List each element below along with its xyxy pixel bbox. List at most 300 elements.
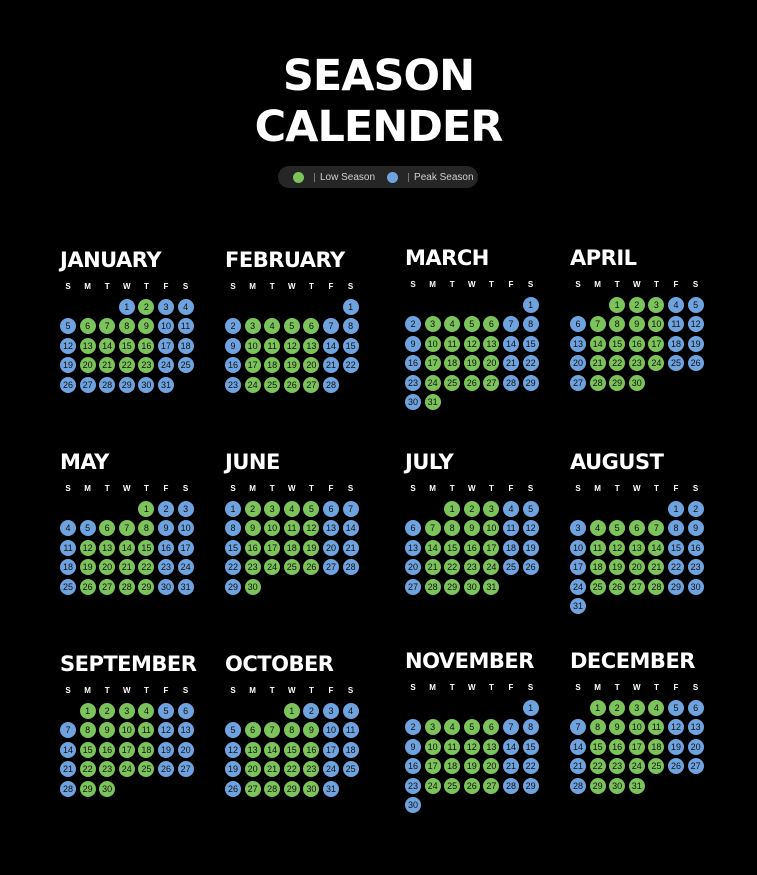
day-grid <box>60 299 200 419</box>
day-peak-season: 9 <box>158 520 174 536</box>
day-peak-season: 8 <box>523 316 539 332</box>
day-low-season: 27 <box>483 778 499 794</box>
weekday-label: F <box>673 484 679 493</box>
day-peak-season: 26 <box>158 761 174 777</box>
weekday-label: T <box>614 683 620 692</box>
day-peak-season: 20 <box>405 559 421 575</box>
day-low-season: 1 <box>80 703 96 719</box>
day-low-season: 29 <box>80 781 96 797</box>
weekday-label: M <box>594 683 601 692</box>
day-peak-season: 20 <box>688 739 704 755</box>
day-low-season: 11 <box>284 520 300 536</box>
weekday-label: T <box>653 484 659 493</box>
day-low-season: 27 <box>99 579 115 595</box>
day-peak-season: 30 <box>688 579 704 595</box>
weekday-header <box>225 484 365 494</box>
day-peak-season: 19 <box>225 761 241 777</box>
day-low-season: 21 <box>590 355 606 371</box>
weekday-label: S <box>65 484 71 493</box>
weekday-label: F <box>328 484 334 493</box>
day-peak-season: 31 <box>570 598 586 614</box>
day-peak-season: 1 <box>119 299 135 315</box>
weekday-label: M <box>249 282 256 291</box>
day-low-season: 25 <box>444 778 460 794</box>
day-peak-season: 27 <box>688 758 704 774</box>
day-peak-season: 3 <box>570 520 586 536</box>
day-low-season: 2 <box>99 703 115 719</box>
day-peak-season: 2 <box>303 703 319 719</box>
day-grid <box>570 501 710 621</box>
page-title-line1: SEASON <box>282 51 475 101</box>
day-peak-season: 16 <box>405 355 421 371</box>
day-low-season: 3 <box>119 703 135 719</box>
day-peak-season: 22 <box>343 357 359 373</box>
day-peak-season: 13 <box>323 520 339 536</box>
day-low-season: 4 <box>138 703 154 719</box>
day-peak-season: 7 <box>323 318 339 334</box>
day-low-season: 20 <box>483 758 499 774</box>
day-low-season: 19 <box>609 559 625 575</box>
day-low-season: 14 <box>648 540 664 556</box>
day-low-season: 30 <box>629 375 645 391</box>
day-low-season: 1 <box>444 501 460 517</box>
day-peak-season: 1 <box>668 501 684 517</box>
day-low-season: 12 <box>80 540 96 556</box>
day-peak-season: 14 <box>323 338 339 354</box>
weekday-label: F <box>328 686 334 695</box>
month-name: JANUARY <box>60 248 162 272</box>
weekday-header <box>60 686 200 696</box>
day-peak-season: 2 <box>405 316 421 332</box>
weekday-label: S <box>347 282 354 291</box>
month-october <box>225 652 375 794</box>
day-low-season: 6 <box>629 520 645 536</box>
day-low-season: 11 <box>444 336 460 352</box>
month-december <box>570 649 720 791</box>
day-peak-season: 7 <box>503 316 519 332</box>
day-low-season: 23 <box>138 357 154 373</box>
day-grid <box>225 299 365 419</box>
day-low-season: 10 <box>264 520 280 536</box>
day-low-season: 23 <box>464 559 480 575</box>
weekday-label: M <box>594 280 601 289</box>
day-low-season: 15 <box>138 540 154 556</box>
day-low-season: 22 <box>138 559 154 575</box>
day-peak-season: 12 <box>225 742 241 758</box>
day-low-season: 7 <box>425 520 441 536</box>
day-low-season: 5 <box>464 316 480 332</box>
day-low-season: 3 <box>264 501 280 517</box>
day-low-season: 2 <box>629 297 645 313</box>
day-low-season: 20 <box>99 559 115 575</box>
day-peak-season: 29 <box>523 778 539 794</box>
day-low-season: 6 <box>245 722 261 738</box>
day-low-season: 8 <box>609 316 625 332</box>
day-peak-season: 2 <box>158 501 174 517</box>
day-low-season: 13 <box>483 739 499 755</box>
day-low-season: 11 <box>590 540 606 556</box>
day-grid <box>60 501 200 621</box>
day-peak-season: 6 <box>688 700 704 716</box>
weekday-label: F <box>673 280 679 289</box>
day-low-season: 20 <box>303 357 319 373</box>
weekday-label: M <box>594 484 601 493</box>
month-august <box>570 450 720 611</box>
month-july <box>405 450 555 592</box>
day-peak-season: 24 <box>323 761 339 777</box>
day-peak-season: 15 <box>523 336 539 352</box>
day-peak-season: 16 <box>158 540 174 556</box>
weekday-label: T <box>308 282 314 291</box>
day-low-season: 28 <box>590 375 606 391</box>
day-low-season: 17 <box>425 355 441 371</box>
day-low-season: 22 <box>80 761 96 777</box>
day-peak-season: 17 <box>158 338 174 354</box>
day-peak-season: 2 <box>225 318 241 334</box>
day-low-season: 6 <box>483 719 499 735</box>
weekday-label: T <box>488 280 494 289</box>
weekday-label: S <box>230 484 236 493</box>
day-peak-season: 25 <box>668 355 684 371</box>
day-peak-season: 28 <box>60 781 76 797</box>
weekday-header <box>570 484 710 494</box>
day-peak-season: 8 <box>668 520 684 536</box>
day-peak-season: 20 <box>323 540 339 556</box>
day-low-season: 21 <box>648 559 664 575</box>
day-low-season: 2 <box>138 299 154 315</box>
day-grid <box>405 501 545 621</box>
day-peak-season: 7 <box>570 719 586 735</box>
day-peak-season: 5 <box>158 703 174 719</box>
day-peak-season: 3 <box>158 299 174 315</box>
day-low-season: 11 <box>444 739 460 755</box>
weekday-label: S <box>692 683 699 692</box>
weekday-label: F <box>508 484 514 493</box>
day-low-season: 15 <box>590 739 606 755</box>
weekday-label: S <box>575 280 581 289</box>
day-peak-season: 13 <box>570 336 586 352</box>
day-low-season: 17 <box>483 540 499 556</box>
legend-low-label: Low Season <box>320 171 376 183</box>
day-peak-season: 26 <box>60 377 76 393</box>
day-low-season: 4 <box>648 700 664 716</box>
weekday-label: S <box>347 484 354 493</box>
day-low-season: 5 <box>464 719 480 735</box>
day-peak-season: 31 <box>158 377 174 393</box>
day-low-season: 6 <box>303 318 319 334</box>
weekday-label: S <box>575 484 581 493</box>
weekday-label: W <box>123 686 131 695</box>
day-peak-season: 2 <box>405 719 421 735</box>
weekday-header <box>225 686 365 696</box>
weekday-label: T <box>143 282 149 291</box>
day-low-season: 11 <box>648 719 664 735</box>
day-low-season: 11 <box>138 722 154 738</box>
day-low-season: 25 <box>264 377 280 393</box>
day-grid <box>225 501 365 621</box>
day-low-season: 23 <box>609 758 625 774</box>
day-low-season: 14 <box>590 336 606 352</box>
day-low-season: 22 <box>119 357 135 373</box>
day-peak-season: 5 <box>225 722 241 738</box>
day-low-season: 20 <box>80 357 96 373</box>
day-peak-season: 18 <box>178 338 194 354</box>
day-peak-season: 18 <box>668 336 684 352</box>
day-low-season: 12 <box>303 520 319 536</box>
weekday-label: S <box>182 686 189 695</box>
day-peak-season: 1 <box>523 297 539 313</box>
weekday-label: S <box>410 484 416 493</box>
day-peak-season: 18 <box>503 540 519 556</box>
day-peak-season: 8 <box>225 520 241 536</box>
weekday-label: F <box>328 282 334 291</box>
day-peak-season: 18 <box>343 742 359 758</box>
day-peak-season: 29 <box>119 377 135 393</box>
day-low-season: 17 <box>119 742 135 758</box>
day-peak-season: 22 <box>668 559 684 575</box>
weekday-label: S <box>182 282 189 291</box>
day-peak-season: 25 <box>178 357 194 373</box>
day-low-season: 30 <box>609 778 625 794</box>
month-january <box>60 248 210 390</box>
day-low-season: 2 <box>609 700 625 716</box>
legend-peak-label: Peak Season <box>414 171 474 183</box>
day-low-season: 23 <box>245 559 261 575</box>
day-peak-season: 12 <box>60 338 76 354</box>
day-peak-season: 20 <box>178 742 194 758</box>
day-low-season: 10 <box>425 739 441 755</box>
day-low-season: 9 <box>629 316 645 332</box>
day-low-season: 10 <box>483 520 499 536</box>
day-low-season: 6 <box>80 318 96 334</box>
day-low-season: 9 <box>245 520 261 536</box>
day-low-season: 7 <box>99 318 115 334</box>
day-low-season: 31 <box>425 394 441 410</box>
day-peak-season: 14 <box>503 739 519 755</box>
day-peak-season: 22 <box>523 355 539 371</box>
weekday-label: F <box>163 282 169 291</box>
day-low-season: 26 <box>303 559 319 575</box>
day-peak-season: 22 <box>523 758 539 774</box>
day-peak-season: 17 <box>570 559 586 575</box>
weekday-label: W <box>123 484 131 493</box>
day-low-season: 8 <box>119 318 135 334</box>
weekday-label: W <box>633 280 641 289</box>
weekday-label: F <box>508 280 514 289</box>
day-low-season: 30 <box>303 781 319 797</box>
day-low-season: 7 <box>264 722 280 738</box>
day-peak-season: 12 <box>668 719 684 735</box>
weekday-header <box>405 280 545 290</box>
day-low-season: 18 <box>590 559 606 575</box>
day-peak-season: 21 <box>60 761 76 777</box>
day-peak-season: 26 <box>688 355 704 371</box>
weekday-label: S <box>692 484 699 493</box>
day-peak-season: 4 <box>60 520 76 536</box>
day-peak-season: 26 <box>225 781 241 797</box>
month-name: NOVEMBER <box>405 649 534 673</box>
day-peak-season: 30 <box>405 797 421 813</box>
day-peak-season: 8 <box>343 318 359 334</box>
day-peak-season: 21 <box>323 357 339 373</box>
peak-season-dot-icon <box>387 172 398 183</box>
day-peak-season: 26 <box>668 758 684 774</box>
day-peak-season: 6 <box>570 316 586 332</box>
day-low-season: 10 <box>119 722 135 738</box>
day-low-season: 9 <box>99 722 115 738</box>
day-peak-season: 23 <box>405 375 421 391</box>
weekday-label: M <box>429 484 436 493</box>
day-low-season: 29 <box>609 375 625 391</box>
day-low-season: 4 <box>590 520 606 536</box>
day-low-season: 18 <box>264 357 280 373</box>
day-peak-season: 10 <box>178 520 194 536</box>
weekday-label: F <box>673 683 679 692</box>
day-low-season: 25 <box>444 375 460 391</box>
day-low-season: 7 <box>590 316 606 332</box>
day-low-season: 9 <box>464 520 480 536</box>
weekday-label: W <box>288 686 296 695</box>
day-grid <box>60 703 200 823</box>
day-low-season: 24 <box>245 377 261 393</box>
day-low-season: 15 <box>284 742 300 758</box>
weekday-label: S <box>182 484 189 493</box>
day-low-season: 28 <box>425 579 441 595</box>
day-low-season: 27 <box>303 377 319 393</box>
weekday-label: T <box>269 484 275 493</box>
weekday-label: T <box>449 280 455 289</box>
day-peak-season: 23 <box>688 559 704 575</box>
day-low-season: 20 <box>245 761 261 777</box>
day-low-season: 9 <box>138 318 154 334</box>
day-peak-season: 5 <box>523 501 539 517</box>
day-low-season: 25 <box>590 579 606 595</box>
day-peak-season: 31 <box>323 781 339 797</box>
day-peak-season: 14 <box>60 742 76 758</box>
day-peak-season: 4 <box>668 297 684 313</box>
day-low-season: 19 <box>80 559 96 575</box>
weekday-label: F <box>163 686 169 695</box>
legend-divider <box>408 173 409 182</box>
day-low-season: 26 <box>284 377 300 393</box>
day-low-season: 13 <box>483 336 499 352</box>
weekday-label: W <box>288 282 296 291</box>
day-low-season: 10 <box>245 338 261 354</box>
legend-divider <box>314 173 315 182</box>
weekday-label: W <box>468 683 476 692</box>
day-low-season: 1 <box>609 297 625 313</box>
month-name: JUNE <box>225 450 280 474</box>
day-low-season: 18 <box>284 540 300 556</box>
day-peak-season: 24 <box>158 357 174 373</box>
day-low-season: 24 <box>629 758 645 774</box>
day-peak-season: 14 <box>343 520 359 536</box>
day-peak-season: 19 <box>158 742 174 758</box>
day-peak-season: 28 <box>343 559 359 575</box>
day-peak-season: 19 <box>668 739 684 755</box>
day-low-season: 17 <box>648 336 664 352</box>
day-low-season: 22 <box>444 559 460 575</box>
day-low-season: 3 <box>483 501 499 517</box>
weekday-label: S <box>410 280 416 289</box>
day-low-season: 10 <box>629 719 645 735</box>
day-peak-season: 8 <box>523 719 539 735</box>
weekday-label: W <box>633 683 641 692</box>
page-title-line2: CALENDER <box>254 102 503 152</box>
day-peak-season: 9 <box>405 739 421 755</box>
weekday-label: W <box>633 484 641 493</box>
weekday-label: T <box>143 686 149 695</box>
day-peak-season: 21 <box>343 540 359 556</box>
day-peak-season: 10 <box>158 318 174 334</box>
day-low-season: 3 <box>245 318 261 334</box>
day-low-season: 1 <box>590 700 606 716</box>
day-low-season: 16 <box>138 338 154 354</box>
weekday-label: S <box>527 280 534 289</box>
weekday-label: S <box>347 686 354 695</box>
day-low-season: 15 <box>609 336 625 352</box>
day-grid <box>570 700 710 820</box>
day-low-season: 25 <box>648 758 664 774</box>
weekday-label: T <box>104 686 110 695</box>
weekday-label: S <box>692 280 699 289</box>
day-low-season: 5 <box>609 520 625 536</box>
day-peak-season: 9 <box>688 520 704 536</box>
day-low-season: 8 <box>444 520 460 536</box>
day-low-season: 23 <box>629 355 645 371</box>
day-peak-season: 1 <box>343 299 359 315</box>
day-low-season: 12 <box>464 336 480 352</box>
weekday-label: M <box>84 686 91 695</box>
day-peak-season: 20 <box>570 355 586 371</box>
day-low-season: 24 <box>119 761 135 777</box>
day-peak-season: 11 <box>343 722 359 738</box>
day-low-season: 26 <box>609 579 625 595</box>
day-grid <box>405 297 545 417</box>
weekday-label: S <box>410 683 416 692</box>
day-peak-season: 28 <box>503 375 519 391</box>
month-april <box>570 246 720 388</box>
day-low-season: 4 <box>444 719 460 735</box>
day-peak-season: 14 <box>570 739 586 755</box>
month-march <box>405 246 555 407</box>
day-peak-season: 24 <box>178 559 194 575</box>
day-low-season: 25 <box>284 559 300 575</box>
day-low-season: 20 <box>629 559 645 575</box>
day-peak-season: 19 <box>523 540 539 556</box>
weekday-label: W <box>468 484 476 493</box>
day-peak-season: 4 <box>503 501 519 517</box>
weekday-label: W <box>123 282 131 291</box>
weekday-label: F <box>508 683 514 692</box>
day-peak-season: 23 <box>405 778 421 794</box>
day-low-season: 14 <box>99 338 115 354</box>
weekday-header <box>405 683 545 693</box>
month-may <box>60 450 210 592</box>
legend <box>278 166 478 188</box>
day-low-season: 14 <box>119 540 135 556</box>
day-low-season: 3 <box>629 700 645 716</box>
weekday-label: T <box>308 484 314 493</box>
weekday-label: T <box>488 484 494 493</box>
day-low-season: 14 <box>425 540 441 556</box>
day-low-season: 24 <box>648 355 664 371</box>
month-november <box>405 649 555 810</box>
day-low-season: 22 <box>609 355 625 371</box>
day-peak-season: 12 <box>688 316 704 332</box>
day-low-season: 8 <box>284 722 300 738</box>
day-peak-season: 11 <box>503 520 519 536</box>
